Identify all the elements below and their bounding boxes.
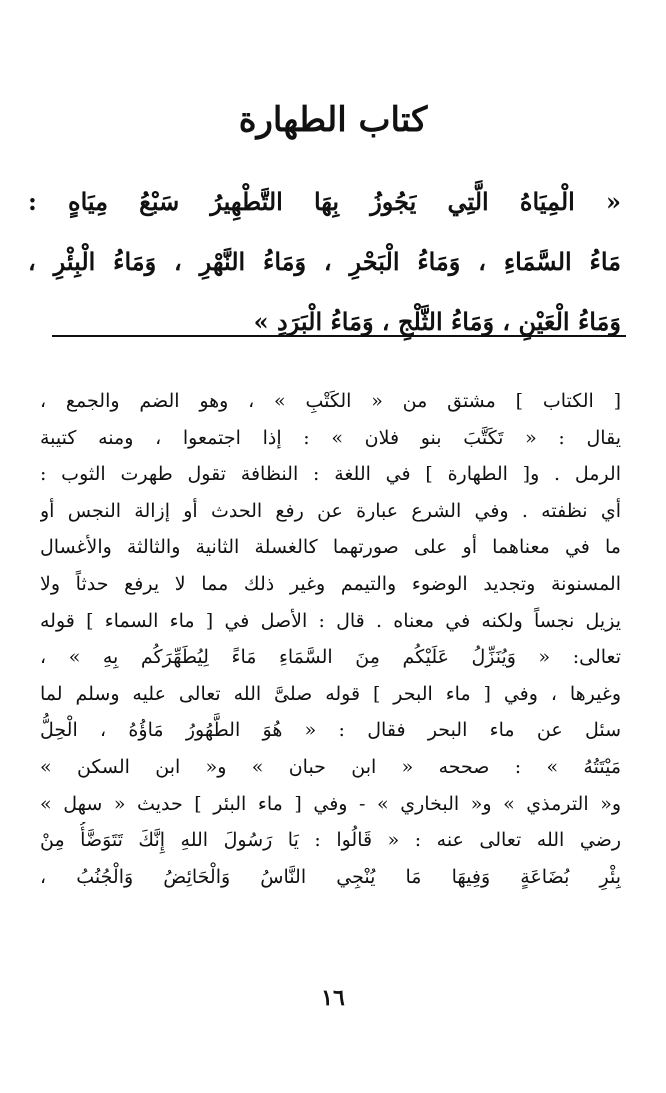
- commentary-line: تعالى: « وَيُنَزِّلُ عَلَيْكُم مِنَ السَّمَاءِ مَاءً لِيُطَهِّرَكُم بِهِ » ،: [40, 646, 621, 669]
- commentary-line: وغيرها ، وفي [ ماء البحر ] قوله صلىَّ الله تعالى عليه وسلم لما: [40, 682, 621, 705]
- commentary-line: [ الكتاب ] مشتق من « الكَتْبِ » ، وهو الضم والجمع ،: [40, 390, 621, 412]
- chapter-title: كتاب الطهارة: [238, 100, 428, 140]
- commentary-line: يزيل نجساً ولكنه في معناه . قال : الأصل في [ ماء السماء ] قوله: [40, 609, 621, 632]
- matn-line: وَمَاءُ الْعَيْنِ ، وَمَاءُ الثَّلْجِ ، وَمَاءُ الْبَرَدِ »: [253, 307, 621, 336]
- commentary-line: أي نظفته . وفي الشرع عبارة عن رفع الحدث أو إزالة النجس أو: [40, 499, 621, 522]
- section-divider: [52, 335, 626, 337]
- matn-line: مَاءُ السَّمَاءِ ، وَمَاءُ الْبَحْرِ ، وَمَاءُ النَّهْرِ ، وَمَاءُ الْبِئْرِ ،: [28, 247, 621, 276]
- commentary-line: بِئْرِ بُضَاعَةٍ وَفِيهَا مَا يُنْجِي النَّاسُ وَالْحَائِضُ وَالْجُنُبُ ،: [40, 865, 621, 888]
- commentary-line: مَيْتَتُهُ » : صححه « ابن حبان » و« ابن السكن »: [40, 755, 621, 778]
- commentary-text: [40, 383, 621, 895]
- commentary-line: رضي الله تعالى عنه : « قَالُوا : يَا رَسُولَ اللهِ إِنَّكَ تَتَوَضَّأُ مِنْ: [40, 829, 621, 852]
- commentary-line: يقال : « تَكَتَّبَ بنو فلان » : إذا اجتمعوا ، ومنه كتيبة: [40, 426, 621, 449]
- commentary-line: و« الترمذي » و« البخاري » - وفي [ ماء البئر ] حديث « سهل »: [40, 792, 621, 815]
- commentary-line: الرمل . و[ الطهارة ] في اللغة : النظافة تقول طهرت الثوب :: [40, 463, 621, 486]
- commentary-line: ما في معناهما أو على صورتهما كالغسلة الثانية والثالثة والأغسال: [40, 536, 621, 559]
- matn-text: [28, 172, 621, 352]
- commentary-line: المسنونة وتجديد الوضوء والتيمم وغير ذلك مما لا يرفع حدثاً ولا: [40, 572, 621, 595]
- commentary-line: سئل عن ماء البحر فقال : « هُوَ الطَّهُورُ مَاؤُهُ ، الْحِلُّ: [40, 719, 621, 742]
- page-number: ١٦: [321, 985, 345, 1011]
- matn-line: « الْمِيَاهُ الَّتِي يَجُوزُ بِهَا التَّطْهِيرُ سَبْعُ مِيَاهٍ :: [28, 187, 621, 216]
